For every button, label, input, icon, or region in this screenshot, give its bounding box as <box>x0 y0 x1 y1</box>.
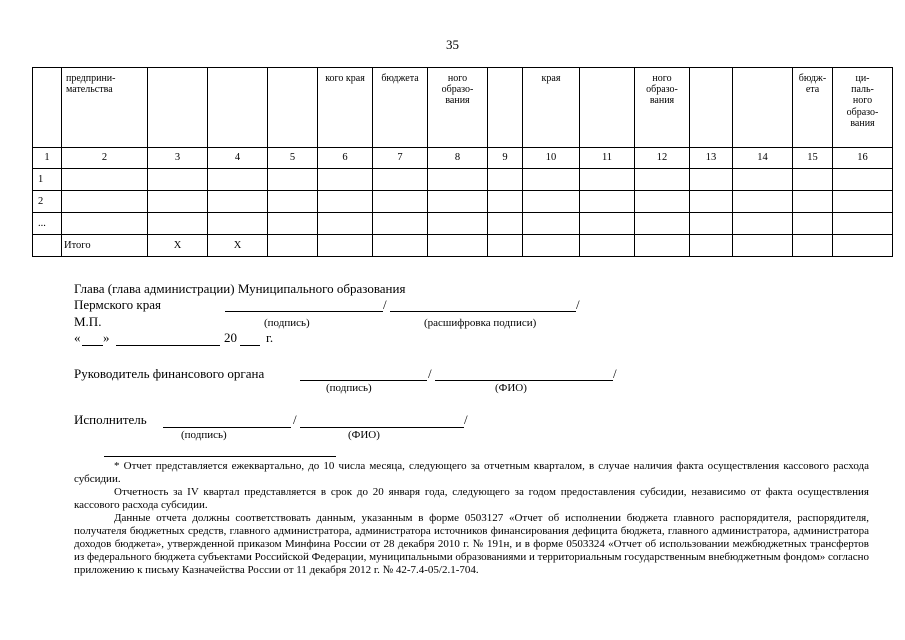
year-suffix: г. <box>266 330 274 345</box>
column-number: 4 <box>208 148 268 169</box>
column-number: 10 <box>523 148 580 169</box>
column-number: 6 <box>318 148 373 169</box>
header-cell: ного образо- вания <box>635 68 690 148</box>
head-title-line2: Пермского края <box>74 297 161 312</box>
date-year-line <box>240 345 260 346</box>
total-col3-mark: Х <box>148 235 208 257</box>
executor-label: Исполнитель <box>74 412 147 427</box>
column-number: 5 <box>268 148 318 169</box>
footnote-2: Отчетность за IV квартал представляется в срок до 20 января года, следующего за годом предоставления субсидии, независимо от факта осуществления кассового расхода субсидии. <box>74 486 869 511</box>
header-cell: предприни- мательства <box>62 68 148 148</box>
column-number: 1 <box>33 148 62 169</box>
header-row <box>33 68 893 148</box>
footnote-1: * Отчет представляется ежеквартально, до 10 числа месяца, следующего за отчетным кварталом, в случае наличия факта осуществления кассового расхода субсидии. <box>74 460 869 485</box>
table-row <box>33 169 893 191</box>
date-day-line <box>82 345 103 346</box>
table-row <box>33 191 893 213</box>
head-title-line1: Глава (глава администрации) Муниципального образования <box>74 281 406 296</box>
column-number: 2 <box>62 148 148 169</box>
decoding-caption: (расшифровка подписи) <box>424 317 537 329</box>
column-number: 8 <box>428 148 488 169</box>
signature-caption: (подпись) <box>181 429 227 441</box>
header-cell: кого края <box>318 68 373 148</box>
executor-signature-line <box>163 427 291 428</box>
total-label: Итого <box>62 235 148 257</box>
column-number: 16 <box>833 148 893 169</box>
header-cell <box>148 68 208 148</box>
stamp-label: М.П. <box>74 314 102 329</box>
report-table <box>32 67 893 257</box>
header-cell <box>488 68 523 148</box>
header-cell <box>268 68 318 148</box>
finance-signature-line <box>300 380 427 381</box>
fio-caption: (ФИО) <box>348 429 380 441</box>
column-number: 11 <box>580 148 635 169</box>
date-close-quote: » <box>103 330 110 345</box>
footnote-separator <box>104 456 336 457</box>
head-signature-line <box>225 311 383 312</box>
total-col4-mark: Х <box>208 235 268 257</box>
header-cell: ци- паль- ного образо- вания <box>833 68 893 148</box>
column-number: 3 <box>148 148 208 169</box>
row-number: 1 <box>33 169 62 191</box>
header-cell <box>690 68 733 148</box>
row-number: ... <box>33 213 62 235</box>
signature-caption: (подпись) <box>264 317 310 329</box>
header-cell <box>33 68 62 148</box>
slash: / <box>428 366 432 381</box>
header-cell <box>733 68 793 148</box>
date-open-quote: « <box>74 330 81 345</box>
executor-fio-line <box>300 427 464 428</box>
column-number: 7 <box>373 148 428 169</box>
column-number: 13 <box>690 148 733 169</box>
column-number: 12 <box>635 148 690 169</box>
table-row <box>33 213 893 235</box>
head-decoding-line <box>390 311 576 312</box>
slash: / <box>576 297 580 312</box>
year-prefix: 20 <box>224 330 237 345</box>
footnotes <box>74 460 869 577</box>
header-cell: бюджета <box>373 68 428 148</box>
column-number: 9 <box>488 148 523 169</box>
header-cell <box>208 68 268 148</box>
column-number-row <box>33 148 893 169</box>
footnote-3: Данные отчета должны соответствовать данным, указанным в форме 0503127 «Отчет об исполнении бюджета главного распорядителя, распорядителя, получателя бюджетных средств, главного администратора, администратора источников финансирования дефицита бюджета, главного администратора, администратора доходов бюджета», утвержденной приказом Минфина России от 28 декабря 2010 г. № 191н, и в форме 0503324 «Отчет об использовании межбюджетных трансфертов из федерального бюджета субъектами Российской Федерации, муниципальными образованиями и территориальным государственным внебюджетным фондом» согласно приложению к письму Казначейства России от 11 декабря 2012 г. № 42-7.4-05/2.1-704. <box>74 512 869 576</box>
slash: / <box>464 412 468 427</box>
header-cell: края <box>523 68 580 148</box>
header-cell <box>580 68 635 148</box>
signature-caption: (подпись) <box>326 382 372 394</box>
page-number: 35 <box>446 37 459 52</box>
row-number: 2 <box>33 191 62 213</box>
total-row <box>33 235 893 257</box>
header-cell: бюдж- ета <box>793 68 833 148</box>
finance-head-label: Руководитель финансового органа <box>74 366 265 381</box>
slash: / <box>613 366 617 381</box>
fio-caption: (ФИО) <box>495 382 527 394</box>
slash: / <box>293 412 297 427</box>
slash: / <box>383 297 387 312</box>
date-month-line <box>116 345 220 346</box>
finance-fio-line <box>435 380 613 381</box>
column-number: 15 <box>793 148 833 169</box>
column-number: 14 <box>733 148 793 169</box>
header-cell: ного образо- вания <box>428 68 488 148</box>
